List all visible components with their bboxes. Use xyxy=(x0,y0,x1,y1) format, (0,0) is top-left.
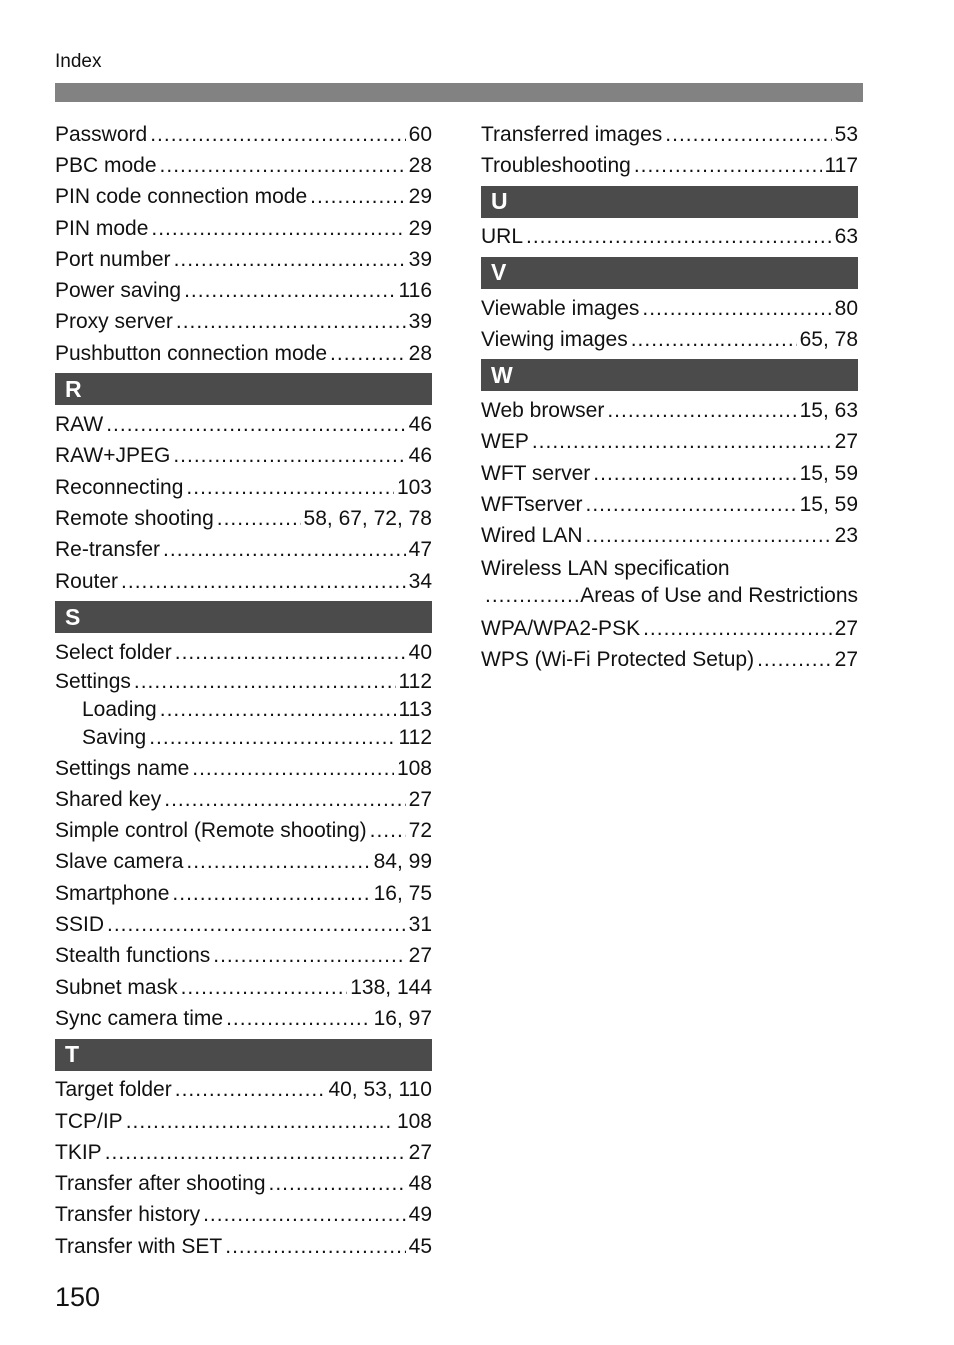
entry-term: Subnet mask xyxy=(55,975,178,999)
entry-term: Reconnecting xyxy=(55,475,184,499)
index-entry xyxy=(55,409,432,440)
leader-dots xyxy=(203,1203,406,1227)
index-entry xyxy=(55,668,432,696)
entry-term: Power saving xyxy=(55,279,182,303)
index-entry xyxy=(55,878,432,909)
index-entry xyxy=(55,1200,432,1231)
entry-term: WPS (Wi-Fi Protected Setup) xyxy=(481,647,755,671)
leader-dots xyxy=(586,524,832,548)
page-number: 150 xyxy=(55,1282,101,1312)
index-entry xyxy=(55,1231,432,1262)
index-entry xyxy=(481,613,858,644)
leader-dots xyxy=(607,399,796,423)
leader-dots xyxy=(134,670,396,694)
entry-pages: 27 xyxy=(408,787,432,811)
index-entry-wrapped xyxy=(481,555,858,613)
entry-term: Transfer history xyxy=(55,1203,201,1227)
entry-term: Settings name xyxy=(55,756,190,780)
entry-pages: 23 xyxy=(834,524,858,548)
leader-dots xyxy=(269,1172,406,1196)
index-entry xyxy=(481,644,858,675)
entry-term: WEP xyxy=(481,430,529,454)
index-entry xyxy=(55,847,432,878)
entry-pages: 103 xyxy=(396,475,432,499)
index-entry xyxy=(481,119,858,150)
entry-pages: 45 xyxy=(408,1234,432,1258)
entry-pages: 48 xyxy=(408,1172,432,1196)
entry-term: Transferred images xyxy=(481,122,663,146)
entry-pages: 46 xyxy=(408,444,432,468)
leader-dots xyxy=(181,976,348,1000)
entry-pages: 31 xyxy=(408,913,432,937)
entry-term: Loading xyxy=(82,697,157,721)
section-heading-u: U xyxy=(481,186,858,218)
index-entry xyxy=(55,338,432,369)
entry-pages: 27 xyxy=(408,1140,432,1164)
entry-pages: 138, 144 xyxy=(350,975,432,999)
index-entry xyxy=(55,566,432,597)
entry-term: Router xyxy=(55,569,119,593)
leader-dots xyxy=(173,444,405,468)
leader-dots xyxy=(526,225,832,249)
entry-pages: 34 xyxy=(408,569,432,593)
entry-pages: 15, 63 xyxy=(799,399,858,423)
index-entry xyxy=(55,1075,432,1106)
leader-dots xyxy=(330,342,406,366)
entry-pages: 46 xyxy=(408,413,432,437)
leader-dots xyxy=(150,123,405,147)
leader-dots xyxy=(184,279,395,303)
index-entry xyxy=(55,213,432,244)
entry-term: Wireless LAN specification xyxy=(481,556,730,580)
entry-pages: 47 xyxy=(408,538,432,562)
leader-dots xyxy=(149,726,395,750)
index-entry xyxy=(55,753,432,784)
entry-term: TKIP xyxy=(55,1140,102,1164)
entry-pages: 29 xyxy=(408,216,432,240)
entry-term: Shared key xyxy=(55,787,162,811)
entry-term: WFT server xyxy=(481,461,591,485)
entry-term: Proxy server xyxy=(55,310,173,334)
entry-term: Target folder xyxy=(55,1078,172,1102)
leader-dots xyxy=(175,641,406,665)
entry-pages: 108 xyxy=(396,1109,432,1133)
entry-term: Slave camera xyxy=(55,850,184,874)
leader-dots xyxy=(586,493,797,517)
index-entry xyxy=(55,307,432,338)
index-entry xyxy=(481,324,858,355)
index-entry xyxy=(481,489,858,520)
entry-term: WPA/WPA2-PSK xyxy=(481,616,641,640)
entry-term: Saving xyxy=(82,725,147,749)
entry-pages: 28 xyxy=(408,153,432,177)
entry-term: Smartphone xyxy=(55,881,170,905)
leader-dots xyxy=(107,913,406,937)
leader-dots xyxy=(225,1235,405,1259)
entry-term: SSID xyxy=(55,913,105,937)
leader-dots xyxy=(757,648,832,672)
leader-dots xyxy=(665,123,831,147)
leader-dots xyxy=(163,538,406,562)
index-entry xyxy=(481,293,858,324)
index-entry xyxy=(481,222,858,253)
entry-pages: 84, 99 xyxy=(373,850,432,874)
index-entry xyxy=(55,1137,432,1168)
index-entry xyxy=(481,395,858,426)
entry-pages: 72 xyxy=(408,819,432,843)
index-entry xyxy=(55,784,432,815)
entry-pages: 117 xyxy=(824,153,858,177)
entry-term: PBC mode xyxy=(55,153,157,177)
leader-dots xyxy=(172,882,370,906)
entry-term: Transfer with SET xyxy=(55,1234,223,1258)
entry-term: Sync camera time xyxy=(55,1006,224,1030)
leader-dots xyxy=(174,248,406,272)
entry-term: URL xyxy=(481,225,524,249)
leader-dots xyxy=(643,617,832,641)
leader-dots xyxy=(151,217,405,241)
index-entry xyxy=(55,637,432,668)
section-heading-w: W xyxy=(481,359,858,391)
leader-dots xyxy=(634,154,822,178)
index-entry xyxy=(55,816,432,847)
entry-term: Port number xyxy=(55,247,171,271)
entry-pages: 29 xyxy=(408,185,432,209)
entry-pages: 108 xyxy=(396,756,432,780)
index-entry xyxy=(55,119,432,150)
entry-term: WFTserver xyxy=(481,493,583,517)
leader-dots xyxy=(485,584,578,608)
leader-dots xyxy=(642,297,831,321)
entry-term: Password xyxy=(55,122,148,146)
leader-dots xyxy=(593,462,796,486)
entry-term: Simple control (Remote shooting) xyxy=(55,819,367,843)
index-entry xyxy=(55,972,432,1003)
index-entry xyxy=(481,521,858,552)
entry-pages: 27 xyxy=(408,944,432,968)
entry-pages: 80 xyxy=(834,296,858,320)
running-header: Index xyxy=(55,51,102,72)
entry-term: Troubleshooting xyxy=(481,153,631,177)
entry-pages: 65, 78 xyxy=(799,327,858,351)
index-entry xyxy=(55,441,432,472)
entry-term: RAW xyxy=(55,413,104,437)
leader-dots xyxy=(160,698,396,722)
entry-term: Remote shooting xyxy=(55,506,214,530)
entry-pages: 49 xyxy=(408,1203,432,1227)
entry-pages: 27 xyxy=(834,647,858,671)
index-entry xyxy=(55,941,432,972)
index-entry xyxy=(55,909,432,940)
entry-pages: 15, 59 xyxy=(799,493,858,517)
entry-term: Viewable images xyxy=(481,296,640,320)
index-entry xyxy=(55,1169,432,1200)
header-rule xyxy=(55,83,863,102)
index-entry xyxy=(481,150,858,181)
entry-term: Wired LAN xyxy=(481,524,583,548)
index-column-right xyxy=(481,119,858,676)
entry-pages: 60 xyxy=(408,122,432,146)
index-subentry xyxy=(55,696,432,723)
entry-pages: 27 xyxy=(834,430,858,454)
index-entry xyxy=(481,427,858,458)
index-entry xyxy=(55,1106,432,1137)
entry-term: Pushbutton connection mode xyxy=(55,341,328,365)
entry-pages: 113 xyxy=(398,697,432,721)
index-entry xyxy=(55,150,432,181)
leader-dots xyxy=(175,1078,326,1102)
leader-dots xyxy=(631,328,797,352)
entry-pages: 15, 59 xyxy=(799,461,858,485)
entry-pages: 16, 75 xyxy=(373,881,432,905)
entry-term: PIN mode xyxy=(55,216,149,240)
index-entry xyxy=(55,535,432,566)
entry-term: Transfer after shooting xyxy=(55,1172,266,1196)
entry-pages: 40 xyxy=(408,640,432,664)
index-entry xyxy=(55,1003,432,1034)
entry-term: Select folder xyxy=(55,640,172,664)
entry-term: Viewing images xyxy=(481,327,628,351)
leader-dots xyxy=(160,154,406,178)
entry-term: Stealth functions xyxy=(55,944,211,968)
index-entry xyxy=(55,275,432,306)
entry-pages: 16, 97 xyxy=(373,1006,432,1030)
entry-pages: 53 xyxy=(834,122,858,146)
leader-dots xyxy=(176,310,406,334)
section-heading-t: T xyxy=(55,1039,432,1071)
leader-dots xyxy=(186,476,394,500)
leader-dots xyxy=(226,1007,371,1031)
entry-term: Settings xyxy=(55,670,131,694)
index-subentry xyxy=(55,723,432,753)
entry-pages: Areas of Use and Restrictions xyxy=(580,583,858,607)
leader-dots xyxy=(164,788,405,812)
section-heading-v: V xyxy=(481,257,858,289)
entry-term: RAW+JPEG xyxy=(55,444,171,468)
leader-dots xyxy=(192,757,394,781)
leader-dots xyxy=(310,185,405,209)
index-entry xyxy=(481,458,858,489)
leader-dots xyxy=(370,819,406,843)
entry-term: Web browser xyxy=(481,399,605,423)
entry-pages: 39 xyxy=(408,310,432,334)
section-heading-s: S xyxy=(55,601,432,633)
entry-pages: 112 xyxy=(398,670,432,694)
leader-dots xyxy=(186,850,370,874)
index-column-left xyxy=(55,119,432,1262)
leader-dots xyxy=(105,1141,406,1165)
index-entry xyxy=(55,472,432,503)
leader-dots xyxy=(126,1110,394,1134)
entry-pages: 58, 67, 72, 78 xyxy=(303,506,432,530)
leader-dots xyxy=(213,944,405,968)
leader-dots xyxy=(217,507,301,531)
section-heading-r: R xyxy=(55,373,432,405)
entry-pages: 28 xyxy=(408,341,432,365)
index-entry xyxy=(55,244,432,275)
entry-pages: 27 xyxy=(834,616,858,640)
entry-pages: 112 xyxy=(398,725,432,749)
entry-pages: 116 xyxy=(398,279,432,303)
entry-pages: 40, 53, 110 xyxy=(328,1078,432,1102)
leader-dots xyxy=(121,570,406,594)
entry-term: TCP/IP xyxy=(55,1109,123,1133)
index-entry xyxy=(55,503,432,534)
entry-pages: 63 xyxy=(834,225,858,249)
entry-pages: 39 xyxy=(408,247,432,271)
leader-dots xyxy=(532,430,832,454)
leader-dots xyxy=(106,413,405,437)
index-entry xyxy=(55,182,432,213)
entry-term: Re-transfer xyxy=(55,538,161,562)
entry-term: PIN code connection mode xyxy=(55,185,308,209)
